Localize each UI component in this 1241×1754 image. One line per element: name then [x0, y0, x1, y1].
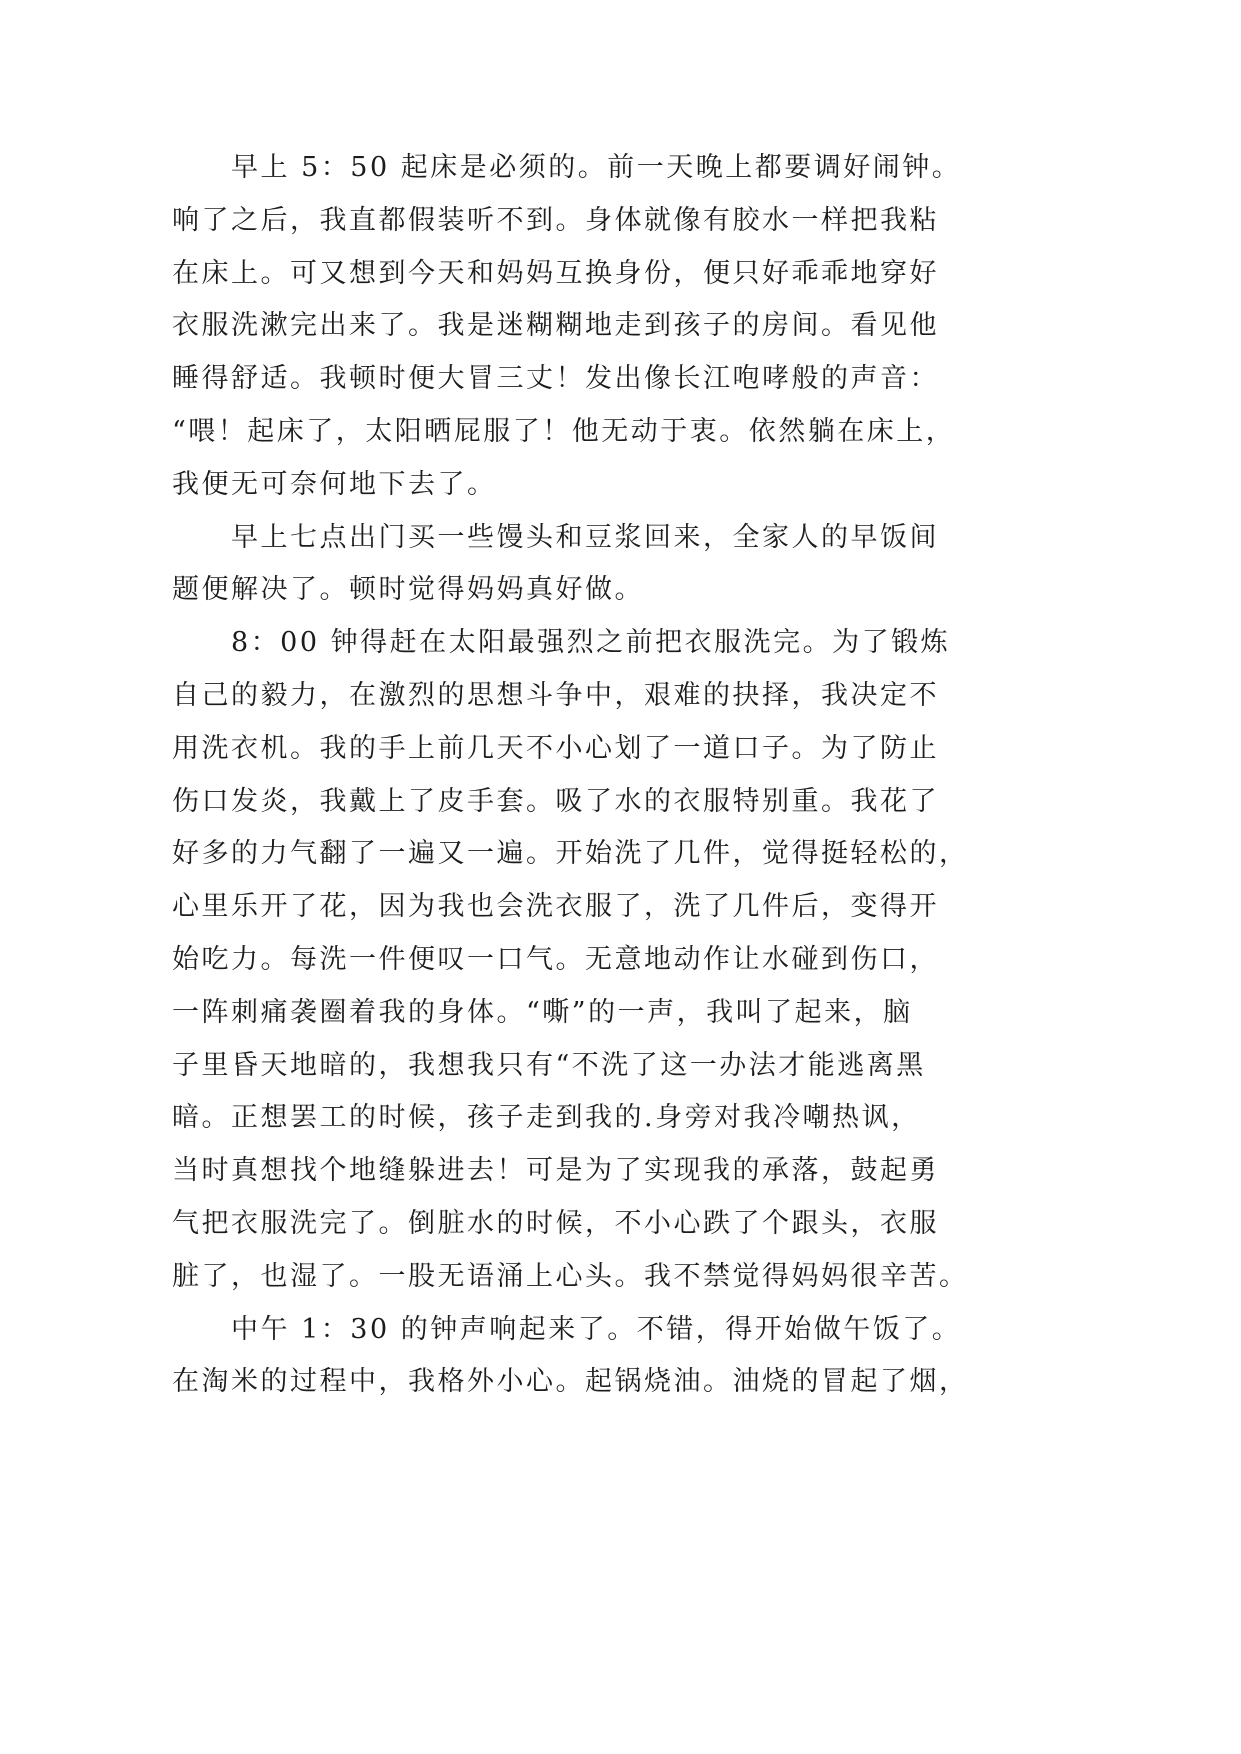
paragraph-laundry — [172, 617, 972, 1303]
document-body — [172, 142, 972, 1409]
paragraph-lunch — [172, 1304, 972, 1410]
text-line: 气把衣服洗完了。倒脏水的时候，不小心跌了个跟头，衣服 — [172, 1207, 939, 1239]
text-line: “喂！起床了，太阳晒屁服了！他无动于衷。依然躺在床上， — [172, 415, 956, 447]
text-line: 心里乐开了花，因为我也会洗衣服了，洗了几件后，变得开 — [172, 891, 939, 923]
text-line: 始吃力。每洗一件便叹一口气。无意地动作让水碰到伤口， — [172, 943, 939, 975]
text-line: 当时真想找个地缝躲进去！可是为了实现我的承落，鼓起勇 — [172, 1155, 939, 1187]
text-line: 睡得舒适。我顿时便大冒三丈！发出像长江咆哮般的声音： — [172, 363, 939, 395]
paragraph-wake-up — [172, 142, 972, 512]
text-line: 在床上。可又想到今天和妈妈互换身份，便只好乖乖地穿好 — [172, 257, 939, 289]
text-line: 8：00 钟得赶在太阳最强烈之前把衣服洗完。为了锻炼 — [231, 627, 951, 659]
paragraph-breakfast — [172, 512, 972, 618]
text-line: 衣服洗漱完出来了。我是迷糊糊地走到孩子的房间。看见他 — [172, 310, 939, 342]
text-line: 在淘米的过程中，我格外小心。起锅烧油。油烧的冒起了烟， — [172, 1366, 969, 1398]
text-line: 题便解决了。顿时觉得妈妈真好做。 — [172, 574, 644, 606]
text-line: 暗。正想罢工的时候，孩子走到我的.身旁对我冷嘲热讽， — [172, 1102, 921, 1134]
text-line: 早上 5：50 起床是必须的。前一天晚上都要调好闹钟。 — [231, 152, 962, 183]
text-line: 一阵刺痛袭圈着我的身体。“嘶”的一声，我叫了起来，脑 — [172, 996, 913, 1028]
text-line: 我便无可奈何地下去了。 — [172, 468, 497, 500]
text-line: 早上七点出门买一些馒头和豆浆回来，全家人的早饭间 — [231, 521, 939, 553]
text-line: 用洗衣机。我的手上前几天不小心划了一道口子。为了防止 — [172, 732, 939, 764]
text-line: 子里昏天地暗的，我想我只有“不洗了这一办法才能逃离黑 — [172, 1049, 926, 1081]
text-line: 响了之后，我直都假装听不到。身体就像有胶水一样把我粘 — [172, 204, 939, 236]
text-line: 脏了，也湿了。一股无语涌上心头。我不禁觉得妈妈很辛苦。 — [172, 1260, 969, 1292]
text-line: 伤口发炎，我戴上了皮手套。吸了水的衣服特别重。我花了 — [172, 785, 939, 817]
text-line: 自己的毅力，在激烈的思想斗争中，艰难的抉择，我决定不 — [172, 679, 939, 711]
text-line: 中午 1：30 的钟声响起来了。不错，得开始做午饭了。 — [231, 1313, 962, 1345]
text-line: 好多的力气翻了一遍又一遍。开始洗了几件，觉得挺轻松的， — [172, 838, 969, 870]
